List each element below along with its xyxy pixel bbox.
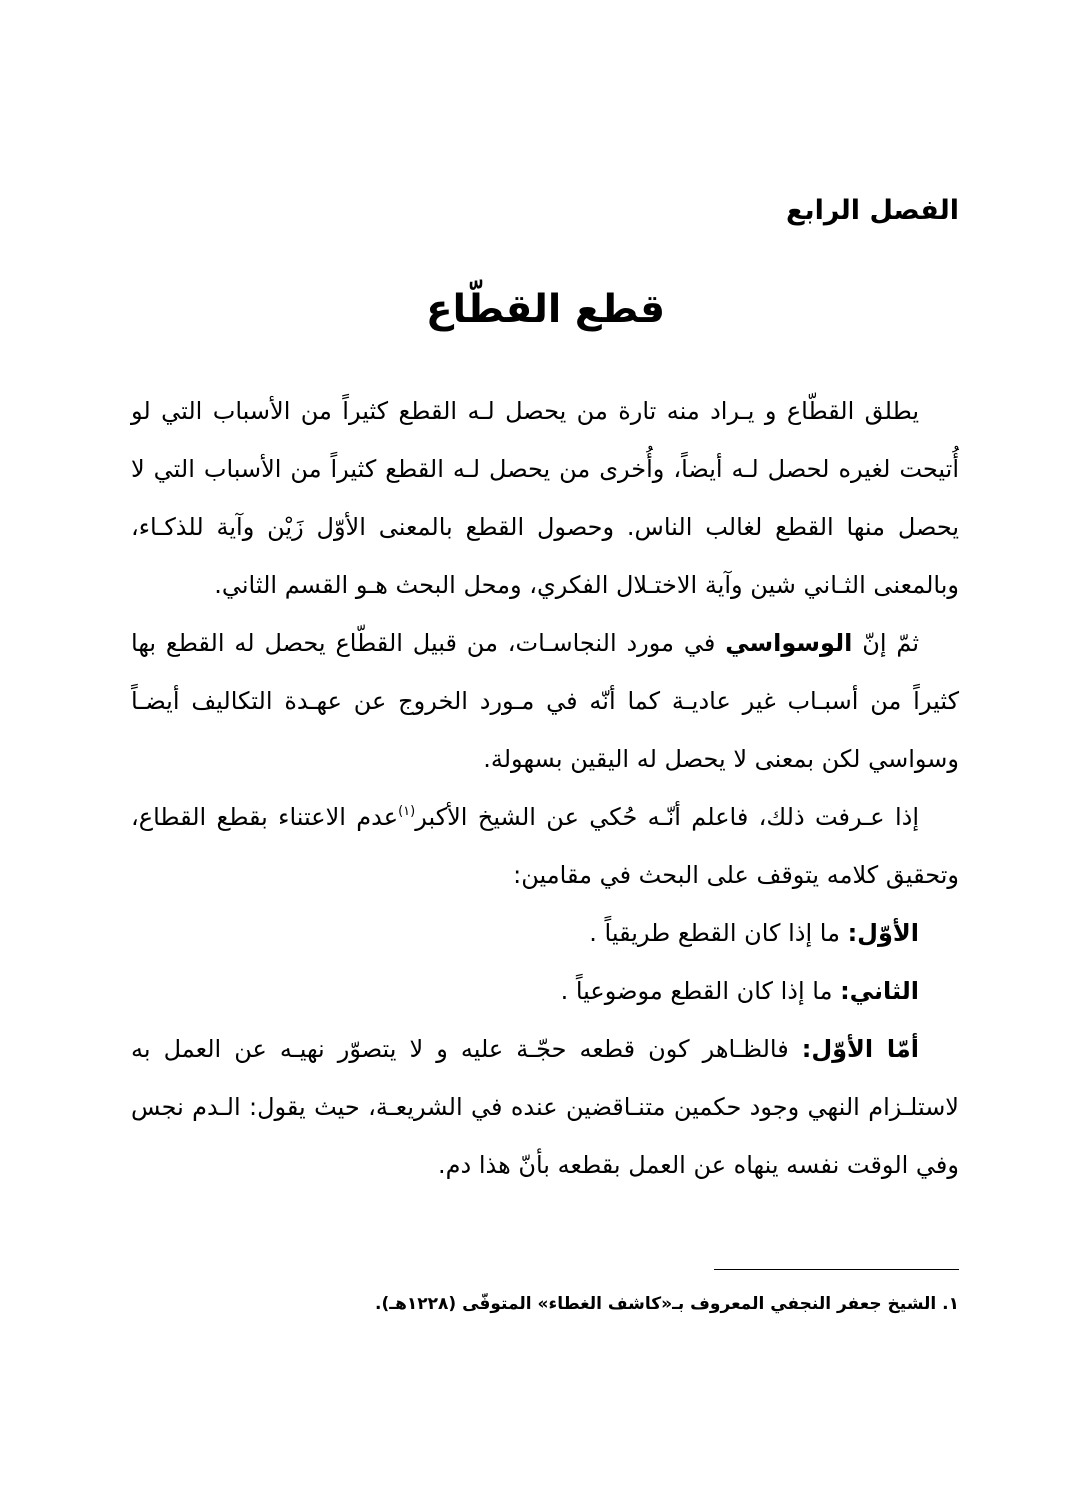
paragraph-4-text: فالظـاهر كون قطعه حجّـة عليه و لا يتصوّر نهيـه عن العمل به لاستلـزام النهي وجود حكمين متنـاقضين عنده في الشريعـة، حيث يقول: الـدم نجس وفي الوقت نفسه ينهاه عن العمل بقطعه بأنّ هذا دم. [131,1035,959,1179]
list-item-first-label: الأوّل: [847,919,919,947]
list-item-second-label: الثاني: [840,977,919,1005]
footnote: ١. الشيخ جعفر النجفي المعروف بـ«كاشف الغطاء» المتوفّى (١٢٢٨هـ). [375,1294,959,1314]
paragraph-1: يطلق القطّاع و يـراد منه تارة من يحصل لـه القطع كثيراً من الأسباب التي لو أُتيحت لغيره لحصل لـه أيضاً، وأُخرى من يحصل لـه القطع كثيراً من الأسباب التي لا يحصل منها القطع لغالب الناس. وحصول القطع بالمعنى الأوّل زَيْن وآية للذكـاء، وبالمعنى الثـاني شين وآية الاختـلال الفكري، ومحل البحث هـو القسم الثاني. [131,397,959,599]
term-waswasi: الوسواسي [725,629,853,657]
chapter-heading: الفصل الرابع [786,195,959,226]
section-title: قطع القطّاع [425,287,666,332]
body-text [131,382,959,1194]
list-item-second-text: ما إذا كان القطع موضوعياً . [560,977,841,1005]
footnote-marker: (١) [398,804,416,819]
paragraph-3-before: إذا عـرفت ذلك، فاعلم أنّـه حُكي عن الشيخ الأكبر [415,803,919,831]
paragraph-4-label: أمّا الأوّل: [801,1035,920,1063]
list-item-first [131,904,959,962]
paragraph-4 [131,1020,959,1194]
paragraph-3 [131,788,959,904]
footnote-divider [714,1269,959,1270]
paragraph-3-after: عدم الاعتناء بقطع القطاع، وتحقيق كلامه يتوقف على البحث في مقامين: [131,803,959,889]
paragraph-2 [131,614,959,788]
paragraph-2-lead: ثمّ إنّ [852,629,920,657]
list-item-first-text: ما إذا كان القطع طريقياً . [589,919,848,947]
paragraph-2-rest: في مورد النجاسـات، من قبيل القطّاع يحصل له القطع بها كثيراً من أسبـاب غير عاديـة كما أنّه في مـورد الخروج عن عهـدة التكاليف أيضـاً وسواسي لكن بمعنى لا يحصل له اليقين بسهولة. [131,629,959,773]
list-item-second [131,962,959,1020]
